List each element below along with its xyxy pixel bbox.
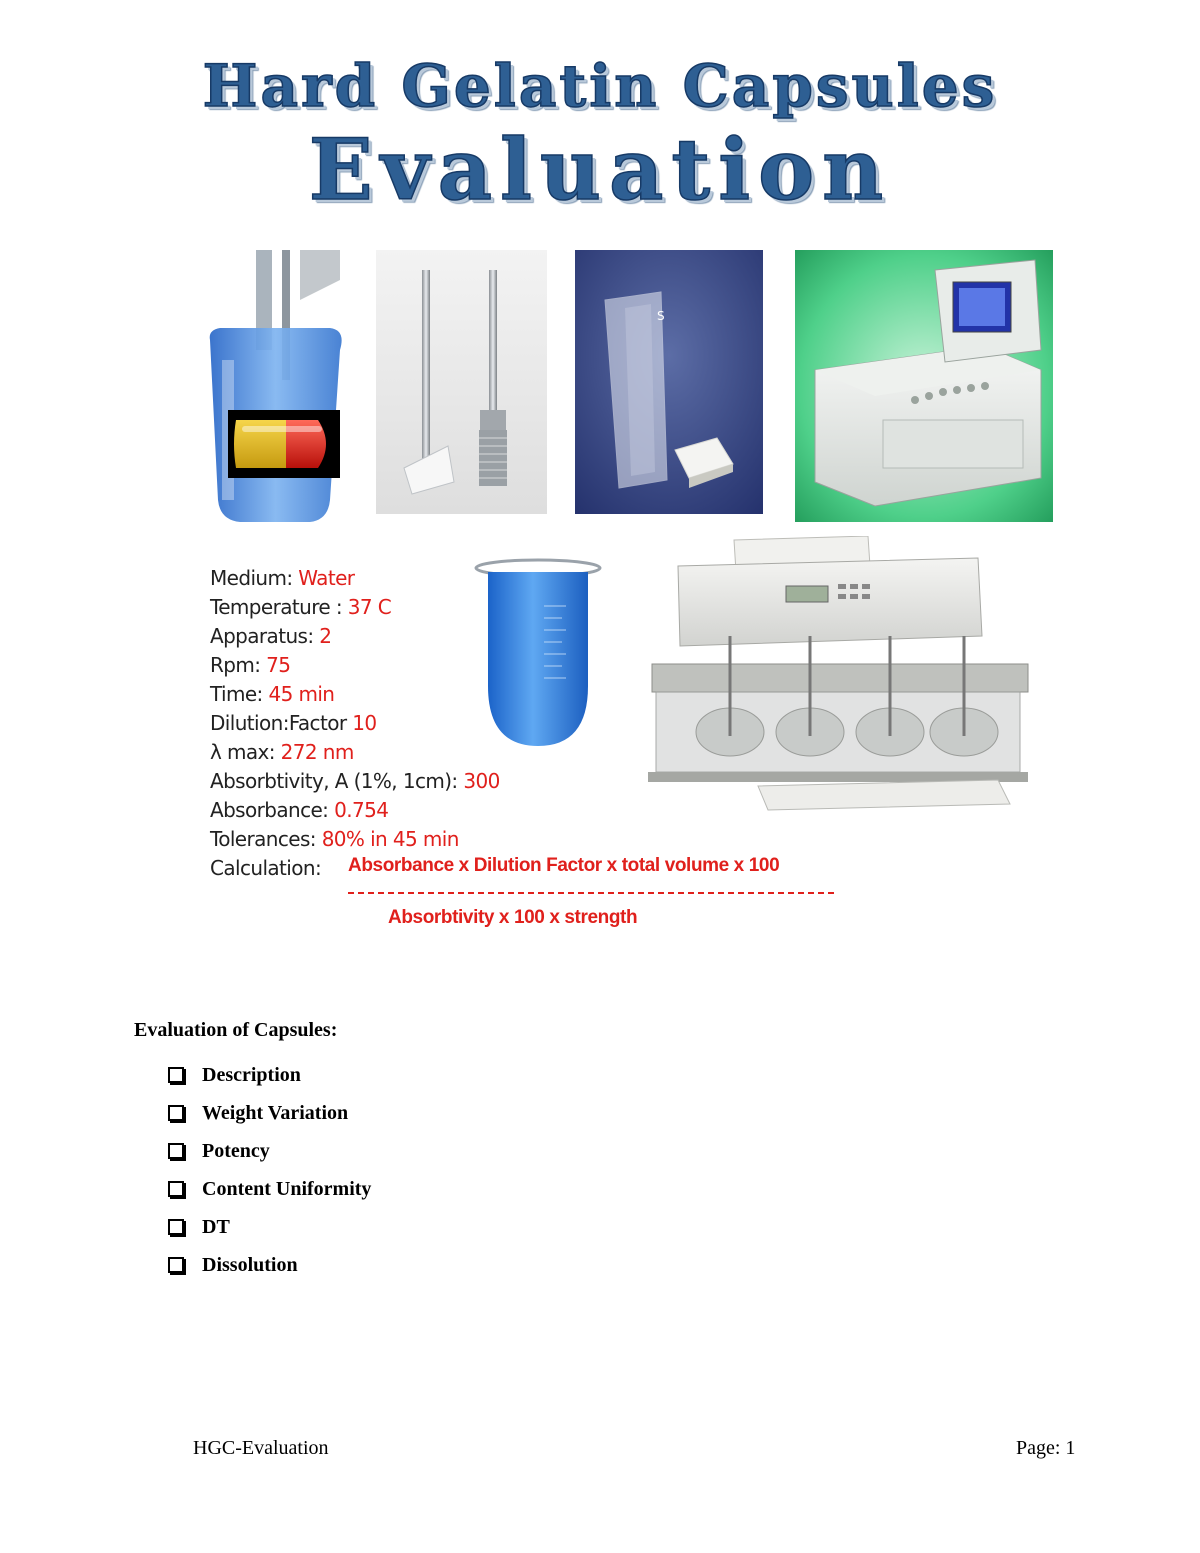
calculation-denominator: Absorbtivity x 100 x strength [388, 907, 638, 928]
evaluation-list [168, 1056, 371, 1284]
param-value: 272 nm [280, 740, 354, 764]
footer-page-number: Page: 1 [1016, 1437, 1076, 1459]
list-item-label: Potency [202, 1139, 270, 1162]
beaker-with-capsule-photo [200, 250, 346, 526]
param-row [210, 680, 500, 709]
param-label: Tolerances: [210, 827, 322, 851]
param-row [210, 825, 500, 854]
list-item [168, 1246, 371, 1284]
list-item [168, 1132, 371, 1170]
footer-document-name: HGC-Evaluation [193, 1437, 329, 1459]
checkbox-icon [168, 1181, 184, 1197]
evaluation-heading: Evaluation of Capsules: [134, 1019, 338, 1041]
list-item-label: Content Uniformity [202, 1177, 372, 1200]
param-row [210, 738, 500, 767]
param-row [210, 593, 500, 622]
param-label: Absorbtivity, A (1%, 1cm): [210, 769, 464, 793]
param-label: Absorbance: [210, 798, 335, 822]
list-item-label: DT [202, 1215, 230, 1238]
list-item [168, 1094, 371, 1132]
param-value: 10 [352, 711, 377, 735]
title-line-2: Evaluation [308, 120, 892, 219]
checkbox-icon [168, 1105, 184, 1121]
param-row [210, 767, 500, 796]
param-row [210, 622, 500, 651]
param-value: 300 [463, 769, 500, 793]
param-value: Water [298, 566, 355, 590]
param-label: Temperature : [210, 595, 348, 619]
param-row [210, 564, 500, 593]
list-item [168, 1208, 371, 1246]
param-value: 80% in 45 min [321, 827, 459, 851]
uv-spectrophotometer-photo [795, 250, 1053, 522]
param-label: Calculation: [210, 856, 322, 880]
list-item-label: Dissolution [202, 1253, 298, 1276]
calculation-numerator: Absorbance x Dilution Factor x total volume x 100 [348, 855, 780, 876]
param-row [210, 651, 500, 680]
cuvette-mark: S [657, 309, 665, 323]
param-label: Rpm: [210, 653, 267, 677]
param-label: Apparatus: [210, 624, 320, 648]
dissolution-vessel-photo [470, 556, 606, 752]
param-value: 75 [266, 653, 291, 677]
param-label: λ max: [210, 740, 281, 764]
checkbox-icon [168, 1067, 184, 1083]
checkbox-icon [168, 1257, 184, 1273]
param-value: 45 min [268, 682, 335, 706]
param-label: Dilution:Factor [210, 711, 353, 735]
dissolution-parameters [210, 564, 500, 883]
paddle-and-basket-photo [376, 250, 547, 514]
param-label: Medium: [210, 566, 299, 590]
checkbox-icon [168, 1219, 184, 1235]
title-line-1: Hard Gelatin Capsules [202, 52, 998, 120]
list-item-label: Weight Variation [202, 1101, 349, 1124]
param-value: 0.754 [334, 798, 389, 822]
dissolution-apparatus-photo [638, 536, 1031, 820]
calculation-fraction-line [348, 892, 834, 894]
param-row [210, 796, 500, 825]
cuvette-photo [575, 250, 763, 514]
list-item-label: Description [202, 1063, 301, 1086]
param-value: 2 [319, 624, 332, 648]
list-item [168, 1056, 371, 1094]
list-item [168, 1170, 371, 1208]
param-value: 37 C [347, 595, 392, 619]
param-row [210, 709, 500, 738]
param-label: Time: [210, 682, 269, 706]
checkbox-icon [168, 1143, 184, 1159]
